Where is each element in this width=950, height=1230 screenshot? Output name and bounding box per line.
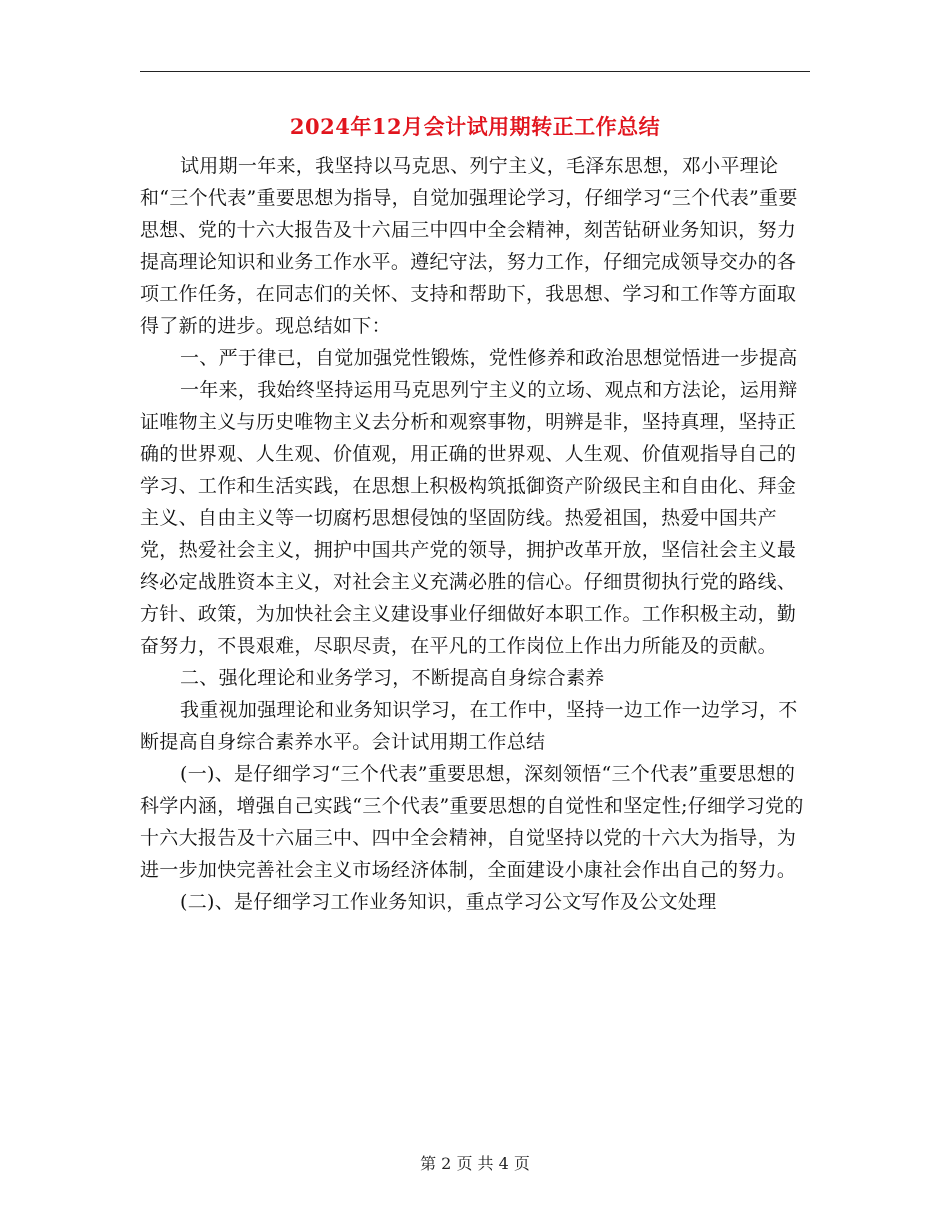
section-heading-1: 一、严于律已，自觉加强党性锻炼，党性修养和政治思想觉悟进一步提高 bbox=[180, 347, 798, 369]
section-heading-2: 二、强化理论和业务学习，不断提高自身综合素养 bbox=[180, 667, 605, 689]
document-body bbox=[140, 150, 810, 918]
page-footer bbox=[140, 1152, 810, 1176]
paragraph-intro: 试用期一年来，我坚持以马克思、列宁主义，毛泽东思想，邓小平理论和“三个代表”重要思想为指导，自觉加强理论学习，仔细学习“三个代表”重要思想、党的十六大报告及十六届三中四中全会精神，刻苦钻研业务知识，努力提高理论知识和业务工作水平。遵纪守法，努力工作，仔细完成领导交办的各项工作任务，在同志们的关怀、支持和帮助下，我思想、学习和工作等方面取得了新的进步。现总结如下： bbox=[140, 155, 798, 337]
paragraph-section-2: 我重视加强理论和业务知识学习，在工作中，坚持一边工作一边学习，不断提高自身综合素养水平。会计试用期工作总结 bbox=[140, 699, 798, 753]
paragraph-item-1: (一)、是仔细学习“三个代表”重要思想，深刻领悟“三个代表”重要思想的科学内涵，增强自己实践“三个代表”重要思想的自觉性和坚定性;仔细学习党的十六大报告及十六届三中、四中全会精神，自觉坚持以党的十六大为指导，为进一步加快完善社会主义市场经济体制，全面建设小康社会作出自己的努力。 bbox=[140, 763, 804, 881]
page-number: 第 2 页 共 4 页 bbox=[420, 1154, 530, 1173]
paragraph-section-1: 一年来，我始终坚持运用马克思列宁主义的立场、观点和方法论，运用辩证唯物主义与历史唯物主义去分析和观察事物，明辨是非，坚持真理，坚持正确的世界观、人生观、价值观，用正确的世界观、人生观、价值观指导自己的学习、工作和生活实践，在思想上积极构筑抵御资产阶级民主和自由化、拜金主义、自由主义等一切腐朽思想侵蚀的坚固防线。热爱祖国，热爱中国共产党，热爱社会主义，拥护中国共产党的领导，拥护改革开放，坚信社会主义最终必定战胜资本主义，对社会主义充满必胜的信心。仔细贯彻执行党的路线、方针、政策，为加快社会主义建设事业仔细做好本职工作。工作积极主动，勤奋努力，不畏艰难，尽职尽责，在平凡的工作岗位上作出力所能及的贡献。 bbox=[140, 379, 798, 657]
header-rule bbox=[140, 71, 810, 72]
paragraph-item-2: (二)、是仔细学习工作业务知识，重点学习公文写作及公文处理 bbox=[180, 891, 717, 913]
document-title: 2024年12月会计试用期转正工作总结 bbox=[289, 114, 661, 139]
